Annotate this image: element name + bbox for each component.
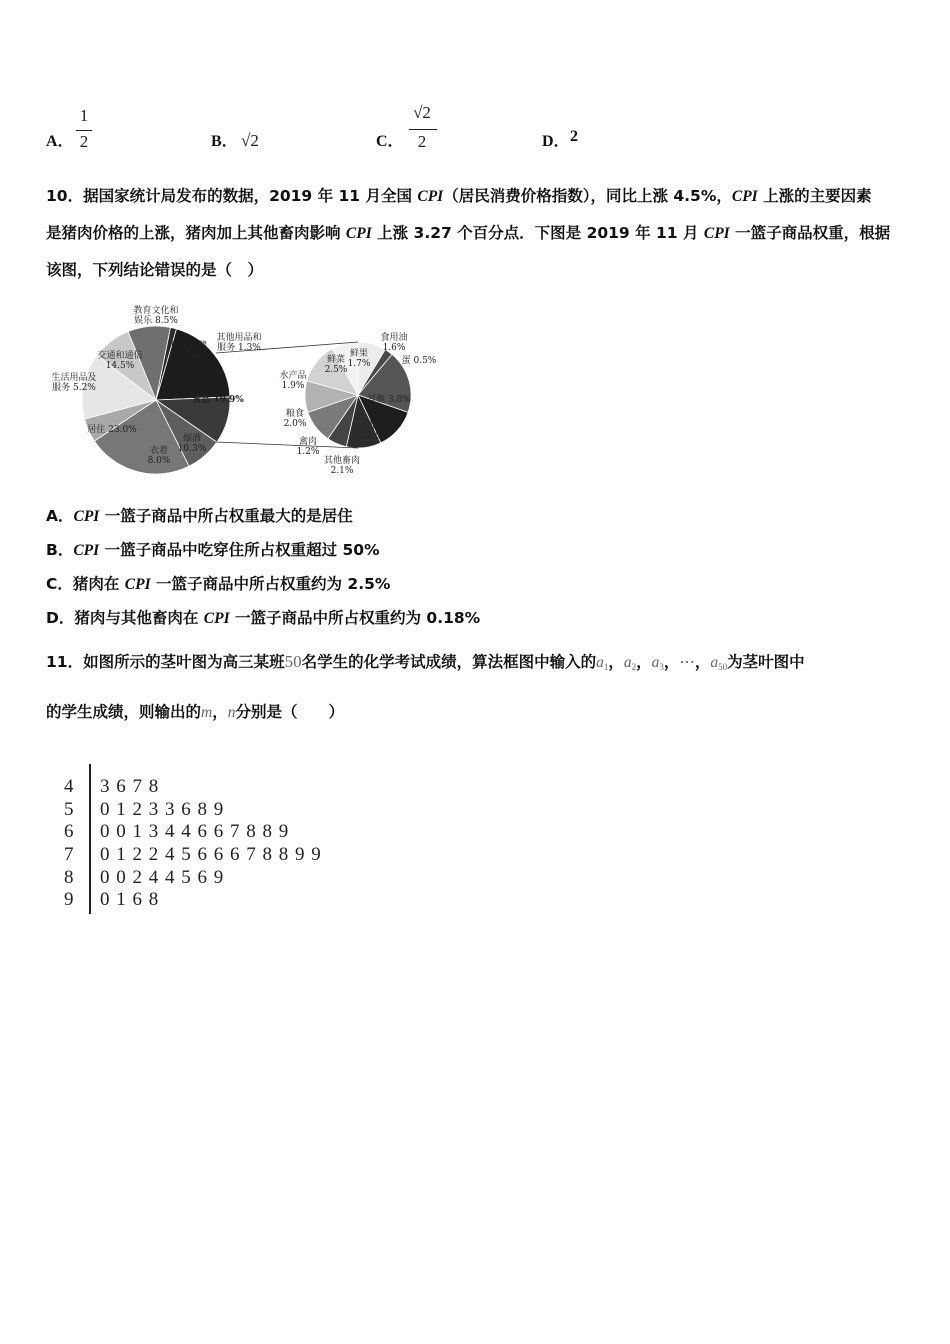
sub-label-10: 食用油 1.6% [380,333,408,353]
sub-label-9: 鲜菜 2.5% [324,355,348,375]
sub-label-3: 其他 3.8% [367,395,411,405]
leaf-values: 0 1 2 3 3 6 8 9 [100,799,225,820]
q9-option-b-label: B． [211,133,238,150]
sub-label-8: 水产品 1.9% [279,371,307,391]
leaf-values: 0 1 6 8 [100,889,160,910]
main-label-6: 交通和通信 14.5% [97,351,143,371]
sub-label-4: 猪肉 2.5% [366,421,390,441]
stem-value: 6 [64,821,74,842]
q9-option-a-fraction [74,106,94,154]
sub-label-1: 鲜果 1.7% [347,349,371,369]
fraction-denominator: 2 [79,132,89,151]
leaf-values: 0 1 2 2 4 5 6 6 6 7 8 8 9 9 [100,844,322,865]
q10-option-b[interactable]: B．CPI 一篮子商品中吃穿住所占权重超过 50% [46,541,380,559]
q10-option-d[interactable]: D．猪肉与其他畜肉在 CPI 一篮子商品中所占权重约为 0.18% [46,609,481,627]
q10-line-1: 10．据国家统计局发布的数据，2019 年 11 月全国 CPI（居民消费价格指数），同比上涨 4.5%，CPI 上涨的主要因素 [46,187,872,205]
leaf-values: 0 0 1 3 4 4 6 6 7 8 8 9 [100,821,290,842]
stem-value: 9 [64,889,74,910]
q9-option-d-value: 2 [570,128,578,145]
q9-option-b-value: √2 [241,131,259,150]
leaf-values: 3 6 7 8 [100,776,160,797]
sub-label-5: 其他畜肉 2.1% [323,456,361,476]
sub-label-6: 禽肉 1.2% [296,437,320,457]
fraction-numerator: √2 [413,103,431,122]
main-label-9: 其他用品和服务 1.3% [216,333,262,353]
q10-line-3: 该图，下列结论错误的是（ ） [46,261,264,279]
stem-value: 7 [64,844,74,865]
main-label-5: 生活用品及服务 5.2% [51,373,97,393]
sub-label-2: 蛋 0.5% [401,356,437,366]
q10-option-a[interactable]: A．CPI 一篮子商品中所占权重最大的是居住 [46,507,353,525]
q11-line-2: 的学生成绩，则输出的m，n分别是（ ） [46,703,344,721]
q9-option-c-label: C． [376,133,404,150]
cpi-pie-figure [40,298,460,484]
fraction-denominator: 2 [417,132,427,151]
main-label-3: 衣着 8.0% [147,446,171,466]
q9-option-c-fraction [406,103,438,153]
fraction-numerator: 1 [79,106,89,125]
stem-value: 4 [64,776,74,797]
q9-option-a-label: A． [46,133,74,150]
stem-leaf-plot [60,764,390,914]
q9-option-d-label: D． [542,133,570,150]
q11-line-1: 11．如图所示的茎叶图为高三某班50名学生的化学考试成绩，算法框图中输入的$a_1$，$a_2$，$a_3$，⋯，$a_{50}$为茎叶图中 [46,652,805,672]
q10-line-2: 是猪肉价格的上涨，猪肉加上其他畜肉影响 CPI 上涨 3.27 个百分点．下图是 2019 年 11 月 CPI 一篮子商品权重，根据 [46,224,891,242]
main-label-8: 医疗保健 9.3% [170,341,208,361]
main-label-4: 居住 23.0% [87,425,137,435]
main-label-2: 烟酒 10.3% [177,434,207,454]
main-label-1: 食品 19.9% [192,395,244,405]
q10-option-c[interactable]: C．猪肉在 CPI 一篮子商品中所占权重约为 2.5% [46,575,391,593]
stem-value: 8 [64,867,74,888]
leaf-values: 0 0 2 4 4 5 6 9 [100,867,225,888]
sub-label-7: 粮食 2.0% [283,409,307,429]
stem-value: 5 [64,799,74,820]
main-label-7: 教育文化和娱乐 8.5% [133,306,179,326]
stem-leaf-divider [89,764,91,914]
